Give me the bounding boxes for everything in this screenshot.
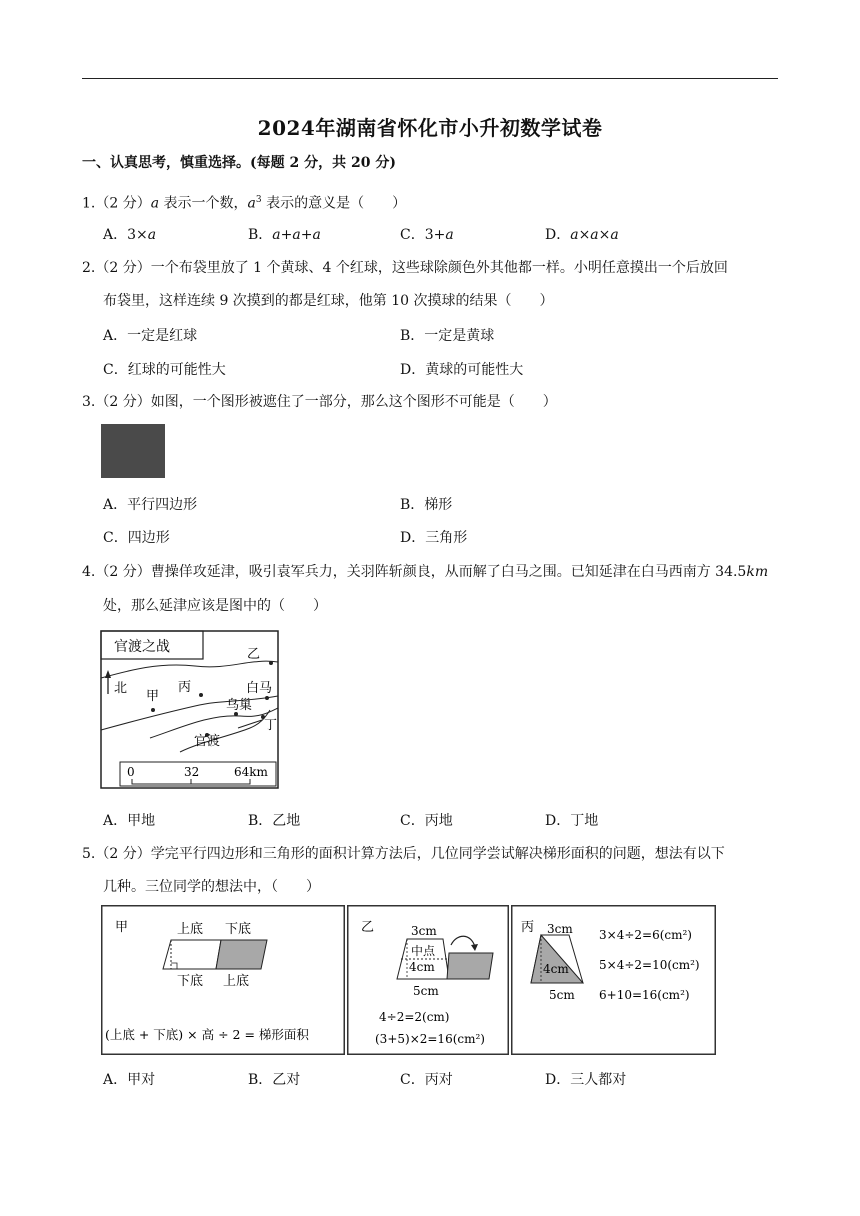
question-number: 2. [82,260,96,276]
place-yi: 乙 [247,647,261,662]
map-figure [100,630,280,790]
exponent: 3 [255,195,262,205]
question-number: 5. [82,846,96,862]
option-text: 乙地 [272,813,301,829]
option-a[interactable] [103,810,155,830]
option-b[interactable] [248,810,300,830]
option-text: a+a+a [272,227,321,243]
label-bottom-right: 上底 [223,974,250,989]
option-label: B． [400,328,425,344]
stem-text: 一个布袋里放了 1 个黄球、4 个红球，这些球除颜色外其他都一样。小明任意摸出一个后放回 [150,260,728,276]
option-label: C． [400,813,425,829]
label-top: 3cm [411,924,437,938]
stem-text: 曹操佯攻延津，吸引袁军兵力，关羽阵斩颜良，从而解了白马之围。已知延津在白马西南方 34.5 [150,564,747,580]
label-bottom: 5cm [549,988,575,1002]
label-mid: 中点 [411,944,436,958]
option-label: A． [103,1072,128,1088]
stem-text: 表示一个数， [159,195,248,212]
page-title: 2024年湖南省怀化市小升初数学试卷 [257,116,603,140]
question-number: 3. [82,394,96,410]
option-label: D． [545,813,571,829]
variable: a [247,195,256,212]
option-label: A． [103,813,128,829]
option-label: C． [103,530,128,546]
option-c[interactable] [103,527,170,547]
option-text: 梯形 [424,497,453,513]
option-text: 平行四边形 [127,497,198,513]
option-b[interactable] [248,224,321,244]
label-height: 4cm [409,960,435,974]
question-5-line2: 几种。三位同学的想法中，（ ） [103,879,320,895]
header-rule [82,78,778,79]
question-number: 4. [82,564,96,580]
option-text: 一定是黄球 [424,328,495,344]
option-label: B． [400,497,425,513]
option-text: 丙对 [424,1072,453,1088]
scale-0: 0 [127,765,135,779]
place-guandu: 官渡 [194,734,221,749]
formula-1: 4÷2=2(cm) [379,1010,450,1024]
panel-name: 丙 [521,920,535,935]
option-text: 丙地 [424,813,453,829]
stem-text: 如图，一个图形被遮住了一部分，那么这个图形不可能是（ ） [150,394,557,410]
place-baima: 白马 [246,681,273,696]
option-text: 3× [127,227,148,243]
place-jia: 甲 [146,689,160,704]
formula-2: 5×4÷2=10(cm²) [599,958,700,972]
option-c[interactable] [400,810,453,830]
question-4 [82,562,768,582]
option-text: 甲地 [127,813,156,829]
section-heading: 一、认真思考，慎重选择。(每题 2 分，共 20 分) [82,155,396,171]
option-label: D． [545,227,571,243]
label-top-right: 下底 [225,922,252,937]
option-c[interactable] [400,224,454,244]
panel-yi [347,905,509,1055]
option-b[interactable] [248,1069,300,1089]
formula-3: 6+10=16(cm²) [599,988,690,1002]
label-bottom: 5cm [413,984,439,998]
option-a[interactable] [103,224,156,244]
scale-32: 32 [184,765,200,779]
option-label: B． [248,813,273,829]
panel-bing [511,905,716,1055]
formula: (上底 + 下底) × 高 ÷ 2 = 梯形面积 [105,1027,309,1042]
stem-text: 学完平行四边形和三角形的面积计算方法后，几位同学尝试解决梯形面积的问题，想法有以下 [150,846,725,862]
place-bing: 丙 [178,680,192,695]
question-2 [82,258,728,278]
question-4-line2: 处，那么延津应该是图中的（ ） [103,598,327,614]
option-d[interactable] [545,224,619,244]
option-text: 黄球的可能性大 [425,362,524,378]
question-2-line2: 布袋里，这样连续 9 次摸到的都是红球，他第 10 次摸球的结果（ ） [103,293,554,309]
option-b[interactable] [400,494,452,514]
option-d[interactable] [400,359,523,379]
formula-1: 3×4÷2=6(cm²) [599,928,692,942]
label-top: 3cm [547,922,573,936]
map-north-label: 北 [114,681,128,696]
option-label: A． [103,328,128,344]
option-label: B． [248,227,273,243]
question-score: （2 分） [95,195,151,212]
question-1 [82,190,406,214]
option-a[interactable] [103,494,197,514]
question-number: 1. [82,195,96,212]
option-text: 甲对 [127,1072,156,1088]
label-top-left: 上底 [177,922,204,937]
label-bottom-left: 下底 [177,974,204,989]
option-label: D． [545,1072,571,1088]
scale-64: 64km [234,765,268,779]
option-text: 一定是红球 [127,328,198,344]
option-text: 三人都对 [570,1072,627,1088]
option-d[interactable] [545,1069,626,1089]
option-text: 三角形 [425,530,468,546]
option-text: a×a×a [570,227,619,243]
option-label: C． [400,1072,425,1088]
option-text: 乙对 [272,1072,301,1088]
option-label: D． [400,530,426,546]
option-text: 红球的可能性大 [127,362,226,378]
formula-2: (3+5)×2=16(cm²) [375,1032,485,1046]
option-label: C． [103,362,128,378]
variable: a [150,195,160,212]
question-score: （2 分） [95,564,151,580]
panel-jia [101,905,345,1055]
option-a[interactable] [103,325,197,345]
option-text: 丁地 [570,813,599,829]
option-label: A． [103,227,128,243]
variable: a [147,227,157,243]
question-score: （2 分） [95,394,151,410]
panel-name: 甲 [115,920,129,935]
option-d[interactable] [400,527,467,547]
question-score: （2 分） [95,260,151,276]
option-text: 四边形 [127,530,170,546]
unit: km [746,564,769,580]
label-height: 4cm [543,962,569,976]
place-wuchao: 乌巢 [226,698,253,713]
option-label: C． [400,227,425,243]
option-d[interactable] [545,810,598,830]
option-c[interactable] [400,1069,453,1089]
option-label: D． [400,362,426,378]
map-title: 官渡之战 [114,639,170,655]
option-label: B． [248,1072,273,1088]
option-b[interactable] [400,325,494,345]
stem-text: 表示的意义是（ ） [261,195,407,212]
question-3 [82,392,557,412]
option-text: 3+ [424,227,446,243]
question-5 [82,844,725,864]
covered-shape-figure [101,424,165,478]
place-ding: 丁 [264,718,278,733]
variable: a [445,227,454,243]
question-score: （2 分） [95,846,151,862]
panel-name: 乙 [361,920,375,935]
option-c[interactable] [103,359,226,379]
option-label: A． [103,497,128,513]
option-a[interactable] [103,1069,155,1089]
